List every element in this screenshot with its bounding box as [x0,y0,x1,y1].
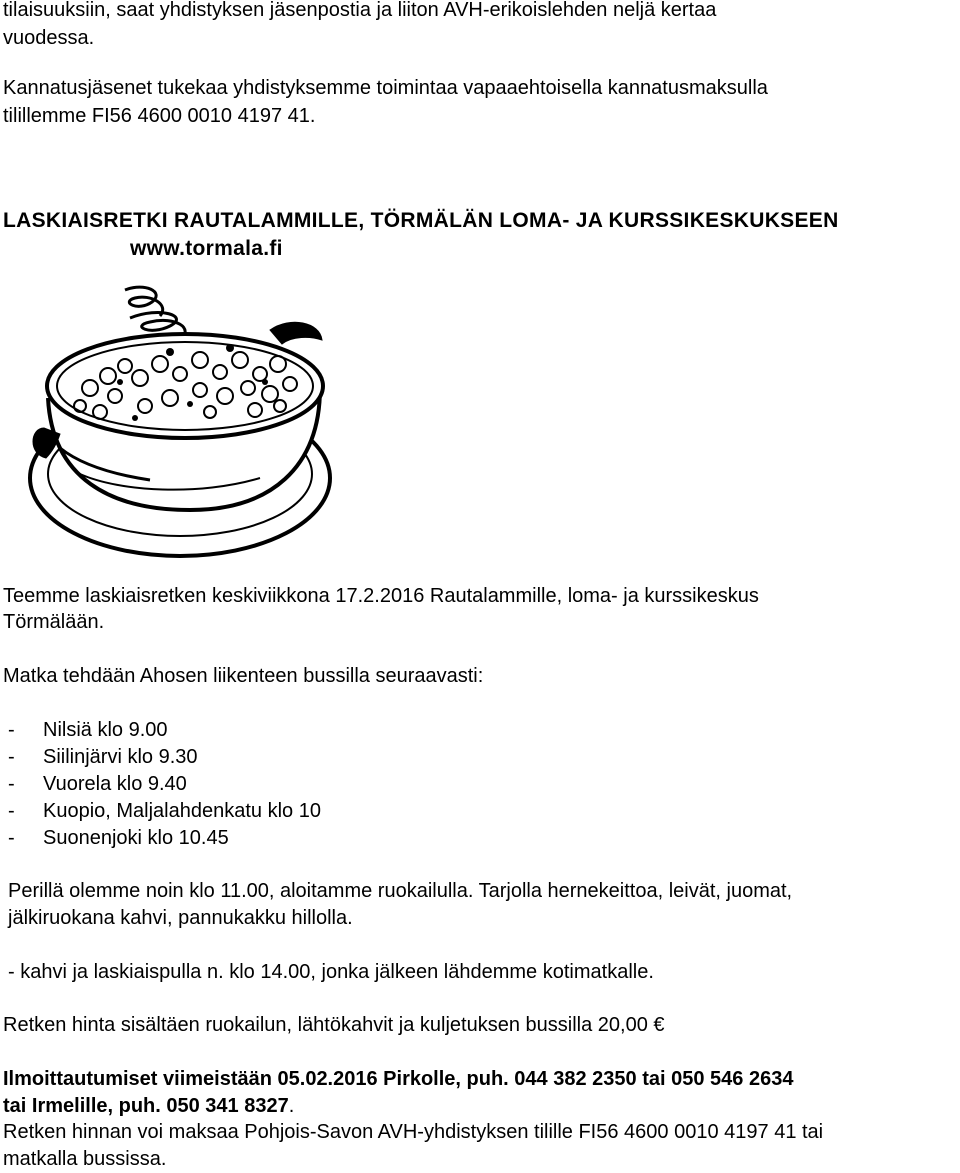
list-item [8,743,198,771]
signup-contact: tai Irmelille, puh. 050 341 8327 [3,1095,289,1117]
arrival-line-2: jälkiruokana kahvi, pannukakku hillolla. [8,907,353,929]
list-item [8,716,168,744]
list-dash: - [8,719,15,741]
signup-line-2 [3,1092,294,1120]
stop-text: Vuorela klo 9.40 [43,773,187,795]
coffee-line: - kahvi ja laskiaispulla n. klo 14.00, jonka jälkeen lähdemme kotimatkalle. [8,961,654,983]
intro-line-2: vuodessa. [3,27,95,49]
list-dash: - [8,827,15,849]
soup-pot-illustration [20,278,340,568]
arrival-line-1: Perillä olemme noin klo 11.00, aloitamme ruokailulla. Tarjolla hernekeittoa, leivät, juomat, [8,880,793,902]
bus-intro: Matka tehdään Ahosen liikenteen bussilla seuraavasti: [3,665,484,687]
stop-text: Suonenjoki klo 10.45 [43,827,229,849]
list-dash: - [8,773,15,795]
trip-website-link[interactable]: www.tormala.fi [130,237,283,260]
payment-line-1: Retken hinnan voi maksaa Pohjois-Savon AVH-yhdistyksen tilille FI56 4600 0010 4197 41 tai [3,1121,824,1143]
stop-text: Kuopio, Maljalahdenkatu klo 10 [43,800,321,822]
price-line: Retken hinta sisältäen ruokailun, lähtökahvit ja kuljetuksen bussilla 20,00 € [3,1014,665,1036]
stop-text: Siilinjärvi klo 9.30 [43,746,198,768]
support-line-1: Kannatusjäsenet tukekaa yhdistyksemme toimintaa vapaaehtoisella kannatusmaksulla [3,77,768,99]
list-item [8,824,229,852]
payment-line-2: matkalla bussissa. [3,1148,167,1170]
date-line-2: Törmälään. [3,611,105,633]
list-dash: - [8,746,15,768]
list-item [8,770,187,798]
signup-line-1: Ilmoittautumiset viimeistään 05.02.2016 Pirkolle, puh. 044 382 2350 tai 050 546 2634 [3,1068,794,1090]
trip-heading: LASKIAISRETKI RAUTALAMMILLE, TÖRMÄLÄN LOMA- JA KURSSIKESKUKSEEN [3,209,839,232]
support-line-2: tilillemme FI56 4600 0010 4197 41. [3,105,316,127]
list-item [8,797,321,825]
date-line-1: Teemme laskiaisretken keskiviikkona 17.2.2016 Rautalammille, loma- ja kurssikeskus [3,585,759,607]
list-dash: - [8,800,15,822]
pot-icon [33,322,323,510]
stop-text: Nilsiä klo 9.00 [43,719,168,741]
intro-line-1: tilaisuuksiin, saat yhdistyksen jäsenpostia ja liiton AVH-erikoislehden neljä kertaa [3,0,717,21]
signup-period: . [288,1095,295,1117]
